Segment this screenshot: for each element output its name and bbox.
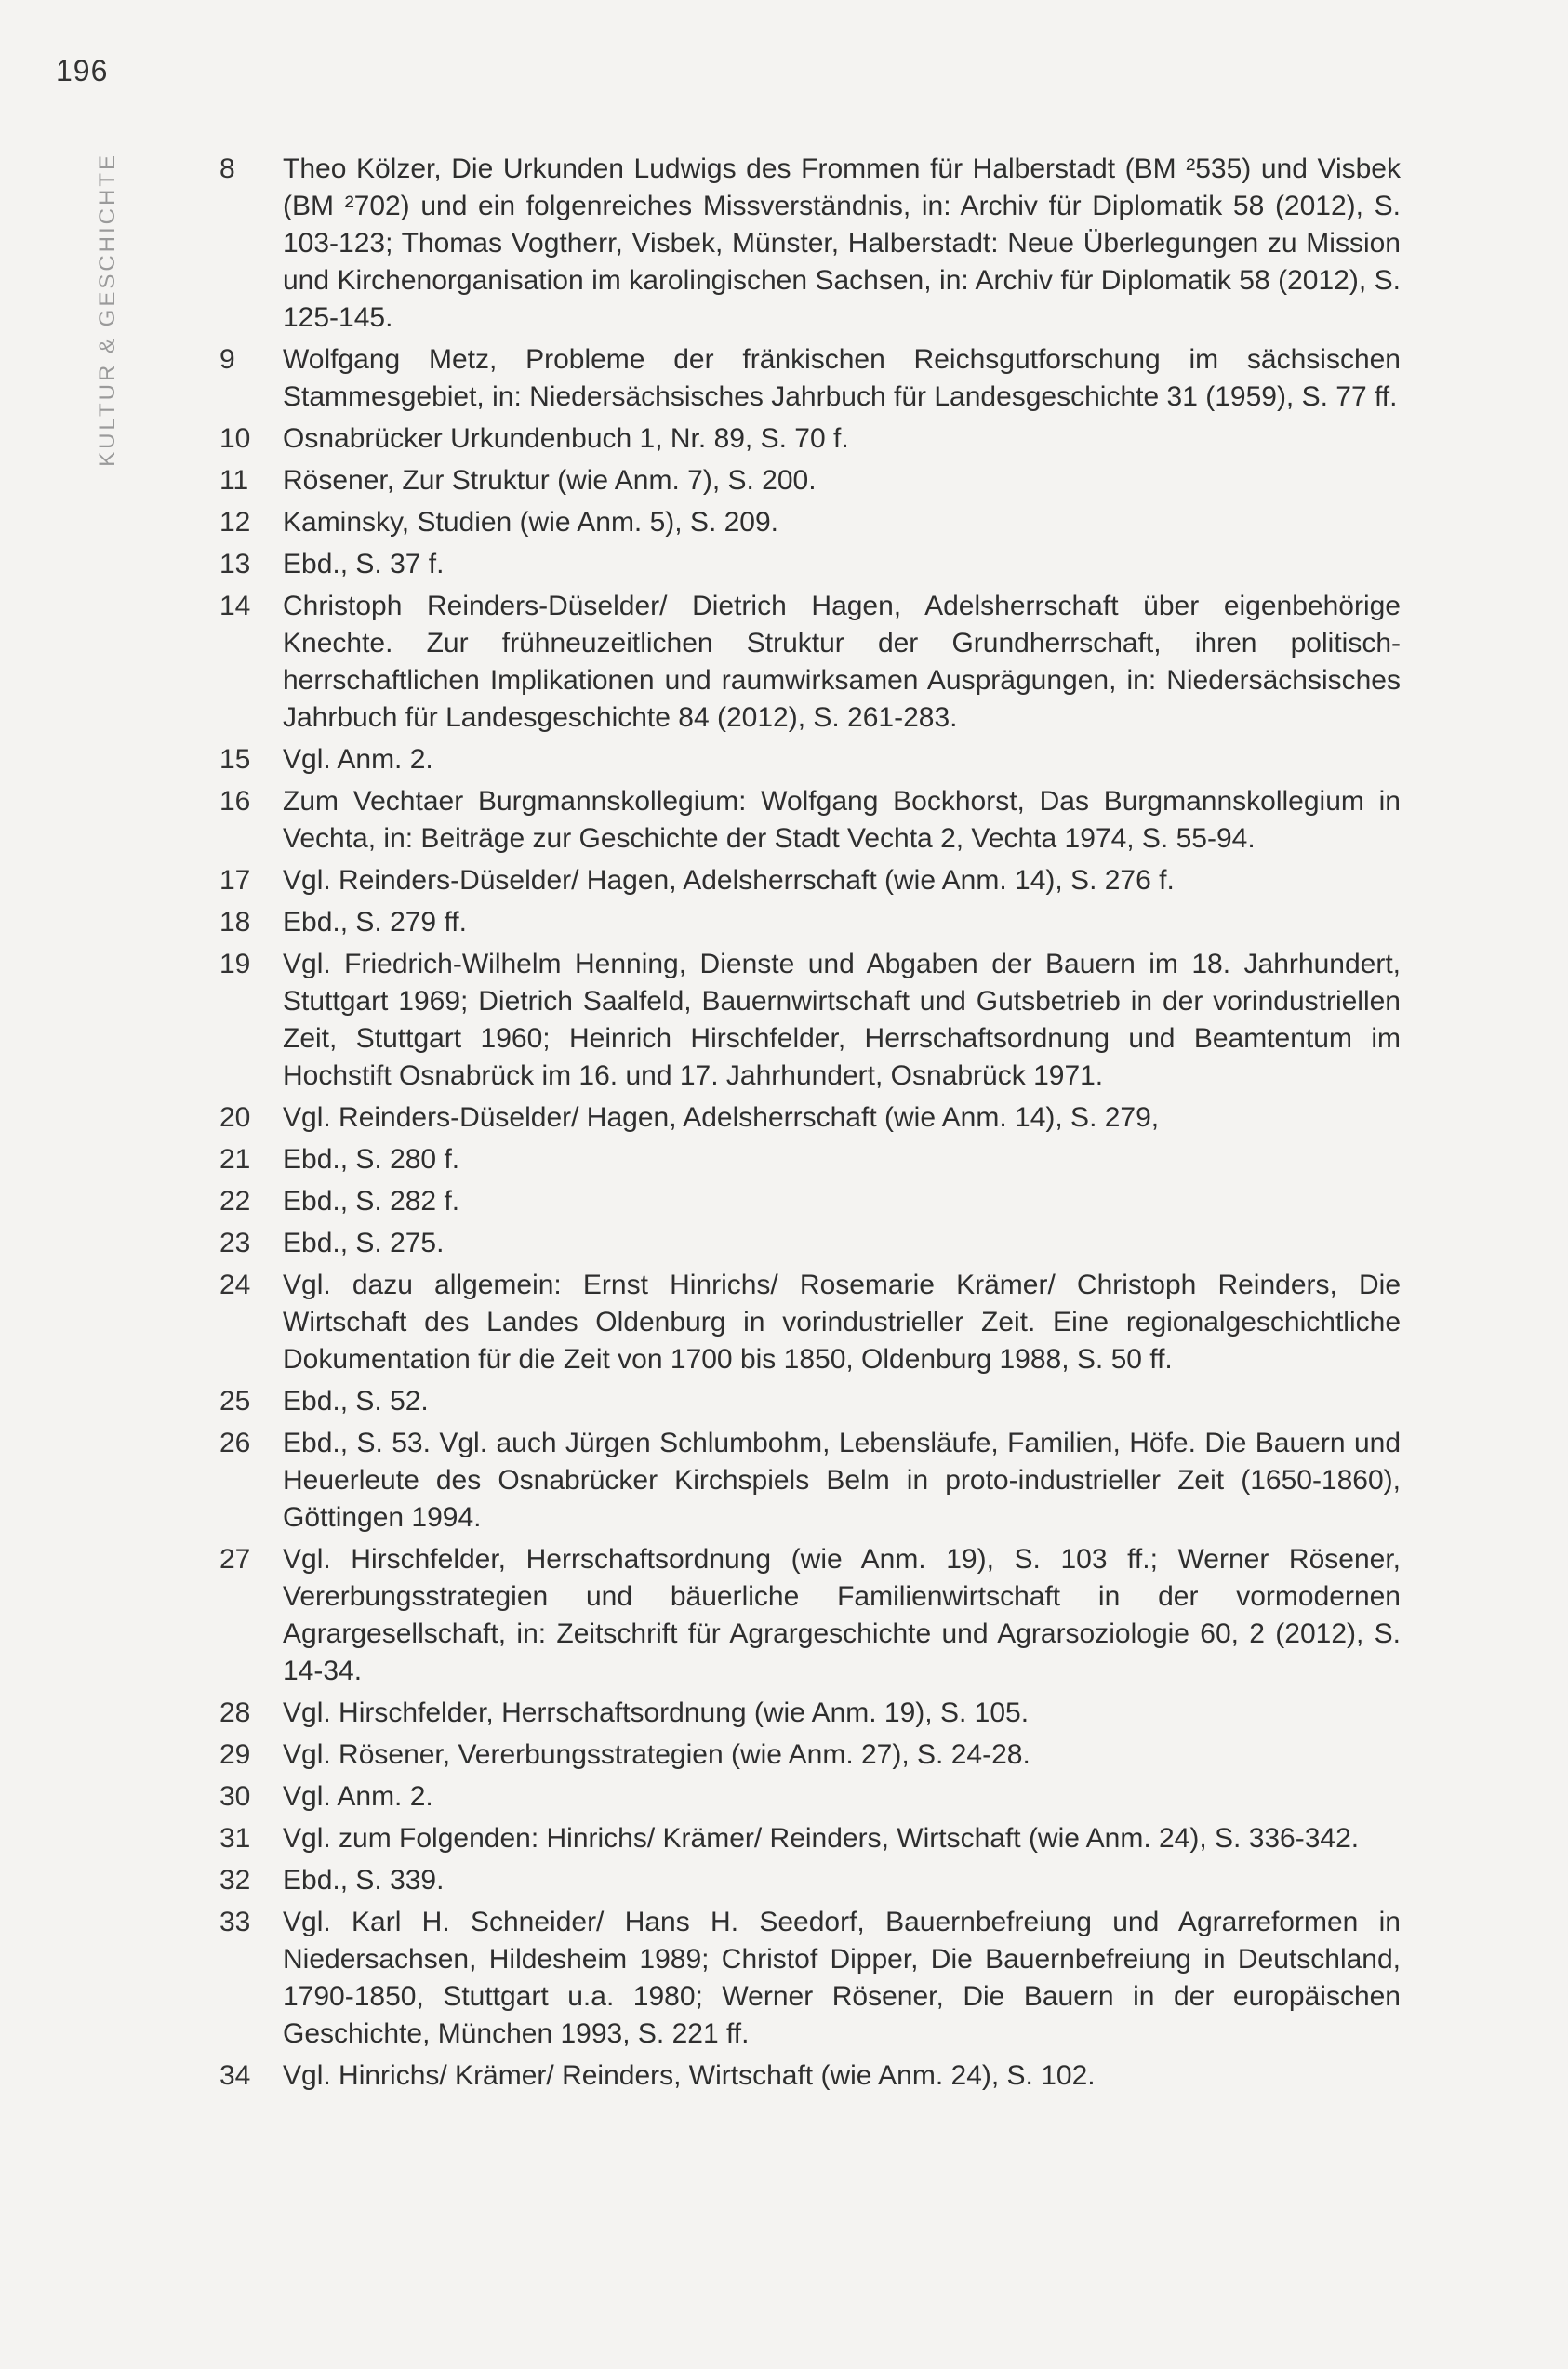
footnote-text: Vgl. Hirschfelder, Herrschaftsordnung (wie Anm. 19), S. 103 ff.; Werner Rösener, Vererbungsstrategien und bäuerliche Familienwirtschaft in der vormodernen Agrargesellschaft, in: Zeitschrift für Agrargeschichte und Agrarsoziologie 60, 2 (2012), S. 14-34. [283, 1544, 1401, 1686]
footnote-15 [219, 741, 1401, 779]
footnote-text: Zum Vechtaer Burgmannskollegium: Wolfgang Bockhorst, Das Burgmannskollegium in Vechta, in: Beiträge zur Geschichte der Stadt Vechta 2, Vechta 1974, S. 55-94. [283, 786, 1401, 854]
footnote-number: 31 [219, 1823, 251, 1854]
footnote-text: Vgl. Hinrichs/ Krämer/ Reinders, Wirtschaft (wie Anm. 24), S. 102. [283, 2060, 1096, 2091]
footnote-30 [219, 1778, 1401, 1816]
footnote-13 [219, 546, 1401, 583]
footnote-11 [219, 462, 1401, 499]
footnote-26 [219, 1425, 1401, 1537]
footnote-text: Vgl. Anm. 2. [283, 1781, 433, 1812]
footnote-text: Ebd., S. 339. [283, 1865, 445, 1896]
footnote-9 [219, 341, 1401, 416]
footnote-number: 24 [219, 1270, 251, 1300]
footnote-32 [219, 1862, 1401, 1899]
footnote-8 [219, 151, 1401, 337]
footnote-14 [219, 588, 1401, 737]
footnote-text: Ebd., S. 280 f. [283, 1144, 460, 1175]
footnote-number: 16 [219, 786, 251, 817]
footnote-28 [219, 1695, 1401, 1732]
footnote-text: Osnabrücker Urkundenbuch 1, Nr. 89, S. 70 f. [283, 423, 849, 454]
footnote-number: 32 [219, 1865, 251, 1896]
footnote-number: 17 [219, 865, 251, 896]
footnote-text: Theo Kölzer, Die Urkunden Ludwigs des Frommen für Halberstadt (BM ²535) und Visbek (BM ²702) und ein folgenreiches Missverständnis, in: Archiv für Diplomatik 58 (2012), S. 103-123; Thomas Vogtherr, Visbek, Münster, Halberstadt: Neue Überlegungen zu Mission und Kirchenorganisation im karolingischen Sachsen, in: Archiv für Diplomatik 58 (2012), S. 125-145. [283, 153, 1401, 333]
footnote-19 [219, 946, 1401, 1095]
footnote-text: Rösener, Zur Struktur (wie Anm. 7), S. 200. [283, 465, 817, 496]
footnote-text: Kaminsky, Studien (wie Anm. 5), S. 209. [283, 507, 779, 538]
footnote-number: 34 [219, 2060, 251, 2091]
footnote-number: 25 [219, 1386, 251, 1417]
footnote-16 [219, 783, 1401, 858]
footnote-text: Ebd., S. 37 f. [283, 549, 445, 579]
footnote-18 [219, 904, 1401, 941]
footnote-21 [219, 1141, 1401, 1178]
footnote-number: 18 [219, 907, 251, 938]
footnote-number: 10 [219, 423, 251, 454]
footnote-number: 12 [219, 507, 251, 538]
footnote-number: 8 [219, 153, 235, 184]
footnote-text: Ebd., S. 52. [283, 1386, 429, 1417]
footnote-number: 20 [219, 1102, 251, 1133]
footnote-34 [219, 2057, 1401, 2095]
footnote-33 [219, 1904, 1401, 2053]
footnote-number: 23 [219, 1228, 251, 1258]
footnote-31 [219, 1820, 1401, 1857]
footnote-text: Vgl. Anm. 2. [283, 744, 433, 775]
footnote-text: Vgl. Rösener, Vererbungsstrategien (wie Anm. 27), S. 24-28. [283, 1739, 1030, 1770]
footnote-22 [219, 1183, 1401, 1220]
footnote-number: 22 [219, 1186, 251, 1217]
footnote-text: Vgl. zum Folgenden: Hinrichs/ Krämer/ Reinders, Wirtschaft (wie Anm. 24), S. 336-342. [283, 1823, 1360, 1854]
footnote-17 [219, 862, 1401, 899]
footnote-29 [219, 1737, 1401, 1774]
footnote-number: 30 [219, 1781, 251, 1812]
footnote-text: Wolfgang Metz, Probleme der fränkischen Reichsgutforschung im sächsischen Stammesgebiet, in: Niedersächsisches Jahrbuch für Landesgeschichte 31 (1959), S. 77 ff. [283, 344, 1401, 412]
page-number: 196 [56, 54, 109, 87]
footnote-text: Vgl. Friedrich-Wilhelm Henning, Dienste und Abgaben der Bauern im 18. Jahrhundert, Stuttgart 1969; Dietrich Saalfeld, Bauernwirtschaft und Gutsbetrieb in der vorindustriellen Zeit, Stuttgart 1960; Heinrich Hirschfelder, Herrschaftsordnung und Beamtentum im Hochstift Osnabrück im 16. und 17. Jahrhundert, Osnabrück 1971. [283, 949, 1401, 1091]
footnote-number: 28 [219, 1697, 251, 1728]
footnote-20 [219, 1099, 1401, 1137]
footnote-list [219, 151, 1401, 2099]
footnote-number: 29 [219, 1739, 251, 1770]
footnote-text: Vgl. dazu allgemein: Ernst Hinrichs/ Rosemarie Krämer/ Christoph Reinders, Die Wirtschaft des Landes Oldenburg in vorindustrieller Zeit. Eine regionalgeschichtliche Dokumentation für die Zeit von 1700 bis 1850, Oldenburg 1988, S. 50 ff. [283, 1270, 1401, 1375]
running-head: KULTUR & GESCHICHTE [95, 153, 120, 467]
footnote-number: 19 [219, 949, 251, 979]
footnote-text: Ebd., S. 275. [283, 1228, 445, 1258]
footnote-27 [219, 1541, 1401, 1690]
footnote-25 [219, 1383, 1401, 1420]
footnote-text: Vgl. Karl H. Schneider/ Hans H. Seedorf, Bauernbefreiung und Agrarreformen in Niedersachsen, Hildesheim 1989; Christof Dipper, Die Bauernbefreiung in Deutschland, 1790-1850, Stuttgart u.a. 1980; Werner Rösener, Die Bauern in der europäischen Geschichte, München 1993, S. 221 ff. [283, 1907, 1401, 2049]
footnote-text: Ebd., S. 53. Vgl. auch Jürgen Schlumbohm, Lebensläufe, Familien, Höfe. Die Bauern und Heuerleute des Osnabrücker Kirchspiels Belm in proto-industrieller Zeit (1650-1860), Göttingen 1994. [283, 1428, 1401, 1533]
footnote-text: Christoph Reinders-Düselder/ Dietrich Hagen, Adelsherrschaft über eigenbehörige Knechte. Zur frühneuzeitlichen Struktur der Grundherrschaft, ihren politisch-herrschaftlichen Implikationen und raumwirksamen Ausprägungen, in: Niedersächsisches Jahrbuch für Landesgeschichte 84 (2012), S. 261-283. [283, 591, 1401, 733]
footnote-12 [219, 504, 1401, 541]
footnote-text: Vgl. Reinders-Düselder/ Hagen, Adelsherrschaft (wie Anm. 14), S. 279, [283, 1102, 1160, 1133]
footnote-23 [219, 1225, 1401, 1262]
footnote-number: 33 [219, 1907, 251, 1937]
footnote-number: 27 [219, 1544, 251, 1575]
footnote-number: 26 [219, 1428, 251, 1458]
footnote-number: 13 [219, 549, 251, 579]
footnote-number: 21 [219, 1144, 251, 1175]
footnote-number: 9 [219, 344, 235, 375]
footnote-number: 15 [219, 744, 251, 775]
footnote-text: Vgl. Hirschfelder, Herrschaftsordnung (wie Anm. 19), S. 105. [283, 1697, 1030, 1728]
footnote-text: Vgl. Reinders-Düselder/ Hagen, Adelsherrschaft (wie Anm. 14), S. 276 f. [283, 865, 1175, 896]
footnote-number: 11 [219, 465, 249, 496]
footnote-24 [219, 1267, 1401, 1378]
footnote-text: Ebd., S. 282 f. [283, 1186, 460, 1217]
footnote-text: Ebd., S. 279 ff. [283, 907, 467, 938]
footnote-number: 14 [219, 591, 251, 621]
footnote-10 [219, 420, 1401, 458]
